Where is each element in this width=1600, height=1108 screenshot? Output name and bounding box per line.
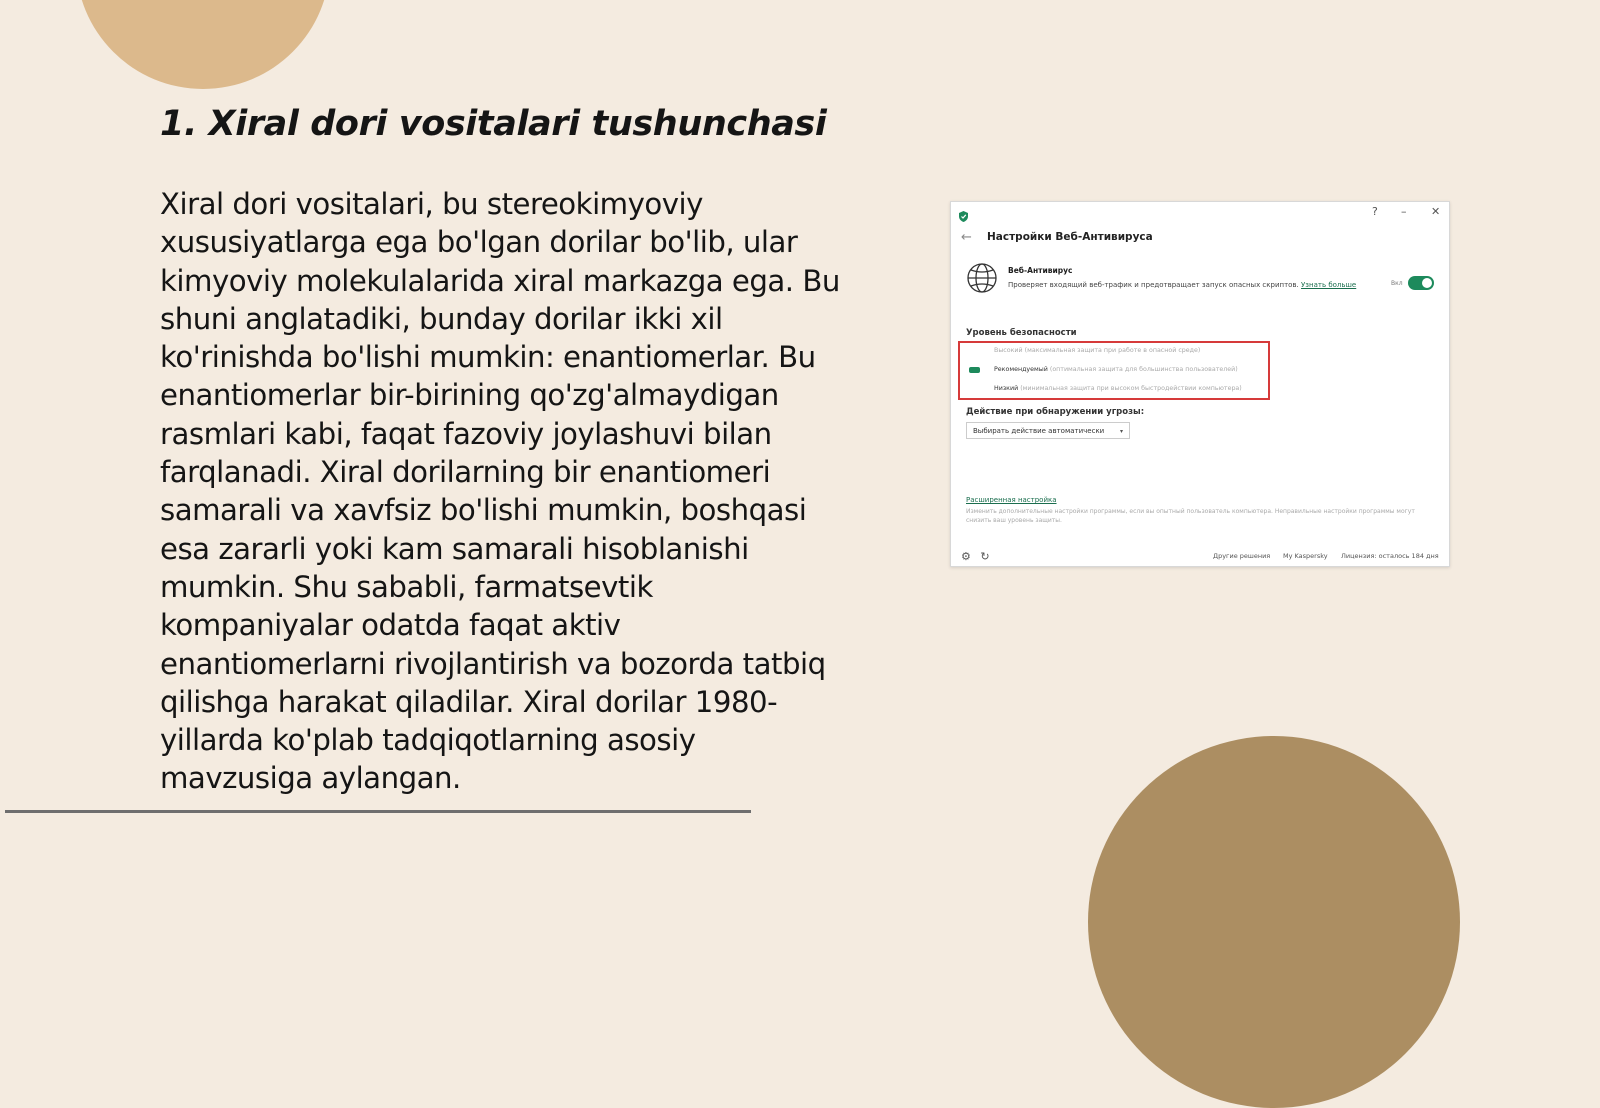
footer-license-status: Лицензия: осталось 184 дня [1341,552,1439,560]
window-title: Настройки Веб-Антивируса [987,231,1153,243]
level-option-recommended: Рекомендуемый (оптимальная защита для большинства пользователей) [994,366,1238,373]
decorative-circle-top [76,0,330,89]
decorative-circle-bottom [1088,736,1460,1108]
security-level-heading: Уровень безопасности [966,328,1077,338]
level-option-low: Низкий (минимальная защита при высоком быстродействии компьютера) [994,385,1242,392]
antivirus-settings-screenshot [950,201,1450,567]
threat-action-heading: Действие при обнаружении угрозы: [966,407,1145,417]
web-antivirus-toggle [1408,276,1434,290]
feature-description [1008,280,1368,291]
level-option-high: Высокий (максимальная защита при работе в опасной среде) [994,347,1201,354]
globe-icon [966,262,998,298]
footer-icons [961,550,990,563]
footer-link-my-kaspersky: My Kaspersky [1283,552,1328,560]
minimize-button: – [1401,205,1407,218]
close-button: ✕ [1431,205,1441,218]
slide-body-text: Xiral dori vositalari, bu stereokimyoviy xususiyatlarga ega bo'lgan dorilar bo'lib, ular kimyoviy molekulalarida xiral markazga ega. Bu shuni anglatadiki, bunday dorilar ikki xil ko'rinishda bo'lishi mumkin: enantiomerlar. Bu enantiomerlar bir-birining qo'zg'almaydigan rasmlari kabi, faqat fazoviy joylashuvi bilan farqlanadi. Xiral dorilarning bir enantiomeri samarali va xavfsiz bo'lishi mumkin, boshqasi esa zararli yoki kam samarali hisoblanishi mumkin. Shu sababli, farmatsevtik kompaniyalar odatda faqat aktiv enantiomerlarni rivojlantirish va bozorda tatbiq qilishga harakat qiladilar. Xiral dorilar 1980-yillarda ko'plab tadqiqotlarning asosiy mavzusiga aylangan. [160,187,840,796]
back-arrow-icon: ← [961,230,972,245]
threat-action-dropdown [966,422,1130,439]
feature-name: Веб-Антивирус [1008,266,1073,275]
selected-level-marker [969,367,980,373]
feature-description-text: Проверяет входящий веб-трафик и предотвращает запуск опасных скриптов. [1008,281,1299,289]
chevron-down-icon: ▾ [1119,428,1123,435]
learn-more-link: Узнать больше [1301,281,1357,289]
gear-icon: ⚙ [961,550,971,563]
divider-line [5,810,751,813]
help-button: ? [1372,205,1378,218]
advanced-settings-link: Расширенная настройка [966,496,1057,504]
slide-title: 1. Xiral dori vositalari tushunchasi [160,104,827,144]
dropdown-value: Выбирать действие автоматически [973,427,1105,435]
toggle-label: Вкл [1391,280,1403,287]
advanced-settings-description: Изменить дополнительные настройки программы, если вы опытный пользователь компьютера. Неправильные настройки программы могут снизить ваш уровень защиты. [966,508,1415,524]
footer-link-other-solutions: Другие решения [1213,552,1271,560]
refresh-icon: ↻ [980,550,990,563]
kaspersky-shield-icon [959,207,968,226]
